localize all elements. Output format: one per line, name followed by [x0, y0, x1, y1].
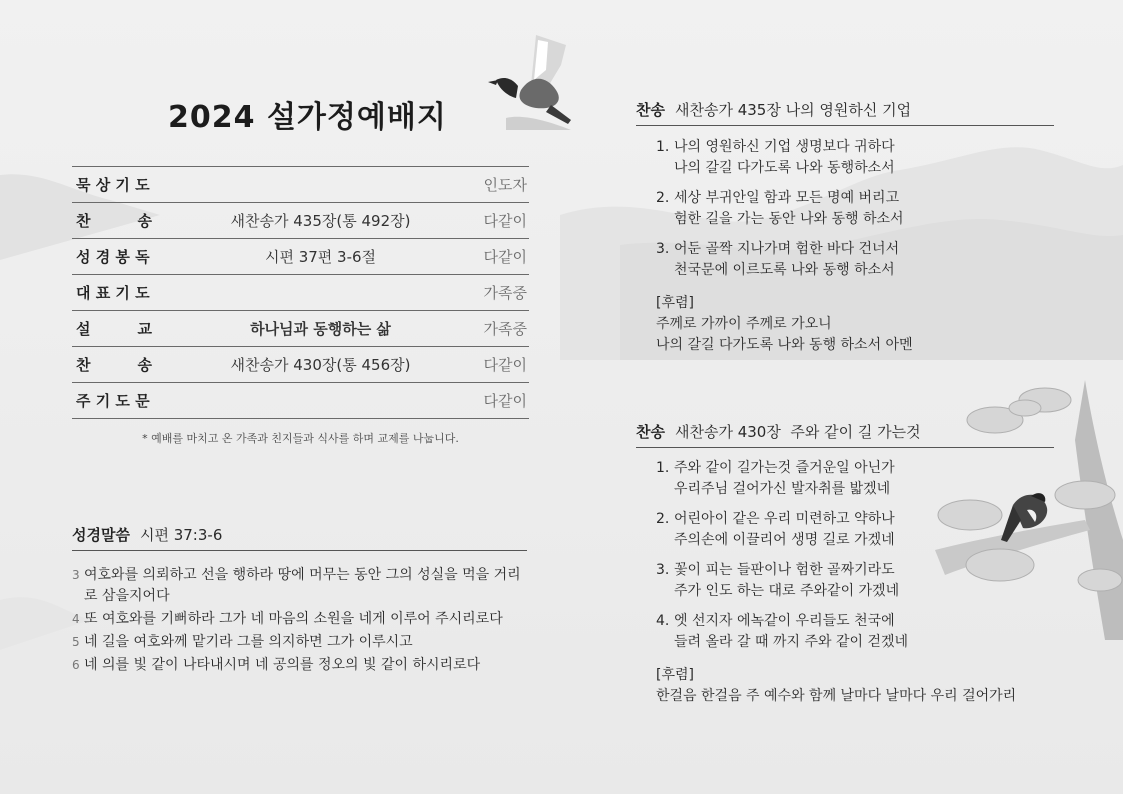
stanza: [656, 560, 1056, 602]
hymn-title: 새찬송가 430장 주와 같이 길 가는것: [674, 423, 921, 441]
order-row: [72, 382, 529, 419]
stanza-line: 나의 갈길 다가도록 나와 동행하소서: [674, 160, 895, 176]
order-item-content: 시편 37편 3-6절: [264, 248, 377, 266]
order-row: [72, 274, 529, 310]
hymn-label: 찬송: [636, 101, 665, 119]
stanza-number: 3.: [656, 562, 670, 578]
order-item-name: 주 기 도 문: [76, 392, 150, 410]
stanza-line: 우리주님 걸어가신 발자취를 밟겠네: [674, 481, 891, 497]
order-item-name: 찬 송: [76, 356, 152, 374]
chorus-line: 나의 갈길 다가도록 나와 동행 하소서 아멘: [656, 337, 913, 353]
stanza: [656, 137, 1056, 179]
order-item-leader: 가족중: [483, 320, 527, 338]
stanza-line: 천국문에 이르도록 나와 동행 하소서: [674, 262, 895, 278]
chorus-label: [후렴]: [656, 295, 694, 311]
hymn-430-lyrics: [656, 458, 1056, 707]
chorus-label: [후렴]: [656, 667, 694, 683]
order-item-content: 새찬송가 430장(통 456장): [230, 356, 411, 374]
hymn-label: 찬송: [636, 423, 665, 441]
verse-text: 또 여호와를 기뻐하라 그가 네 마음의 소원을 네게 이루어 주시리로다: [84, 611, 503, 627]
order-row: [72, 238, 529, 274]
verse-number: 4: [72, 612, 80, 626]
order-row: [72, 310, 529, 346]
stanza-line: 주의손에 이끌리어 생명 길로 가겠네: [674, 532, 895, 548]
stanza-line: 주와 같이 길가는것 즐거운일 아닌가: [674, 460, 895, 476]
order-item-leader: 다같이: [483, 392, 527, 410]
verse: [72, 565, 534, 607]
stanza-number: 4.: [656, 613, 670, 629]
stanza: [656, 509, 1056, 551]
stanza-number: 2.: [656, 190, 670, 206]
scripture-label: 성경말씀: [72, 526, 130, 544]
stanza-number: 1.: [656, 460, 670, 476]
chorus-line: 주께로 가까이 주께로 가오니: [656, 316, 832, 332]
verse: [72, 655, 534, 676]
stanza-line: 세상 부귀안일 함과 모든 명예 버리고: [674, 190, 900, 206]
stanza-line: 꽃이 피는 들판이나 험한 골짜기라도: [674, 562, 895, 578]
order-of-service: [72, 166, 529, 419]
stanza-line: 어린아이 같은 우리 미련하고 약하나: [674, 511, 895, 527]
stanza-number: 3.: [656, 241, 670, 257]
scripture-reference: 시편 37:3-6: [139, 526, 223, 544]
stanza: [656, 188, 1056, 230]
stanza-number: 1.: [656, 139, 670, 155]
order-item-leader: 다같이: [483, 356, 527, 374]
order-item-leader: 다같이: [483, 212, 527, 230]
order-item-name: 대 표 기 도: [76, 284, 150, 302]
stanza-line: 주가 인도 하는 대로 주와같이 가겠네: [674, 583, 900, 599]
order-item-name: 설 교: [76, 320, 152, 338]
verse-text: 네 의를 빛 같이 나타내시며 네 공의를 정오의 빛 같이 하시리로다: [84, 657, 481, 673]
verse-number: 6: [72, 658, 80, 672]
chorus-line: 한걸음 한걸음 주 예수와 함께 날마다 날마다 우리 걸어가리: [656, 688, 1017, 704]
stanza-line: 어둔 골짝 지나가며 험한 바다 건너서: [674, 241, 900, 257]
order-row: [72, 202, 529, 238]
page-title: 2024 설가정예배지: [168, 100, 447, 135]
order-item-leader: 인도자: [483, 176, 527, 194]
scripture-verses: [72, 565, 534, 678]
order-row: [72, 166, 529, 202]
order-item-name: 찬 송: [76, 212, 152, 230]
order-row: [72, 346, 529, 382]
verse-number: 5: [72, 635, 80, 649]
hymn-title: 새찬송가 435장 나의 영원하신 기업: [674, 101, 912, 119]
verse: [72, 632, 534, 653]
hymn-435-heading: [636, 99, 1054, 126]
stanza: [656, 239, 1056, 281]
verse-number: 3: [72, 568, 80, 582]
hymn-435-lyrics: [656, 137, 1056, 356]
verse-text: 네 길을 여호와께 맡기라 그를 의지하면 그가 이루시고: [84, 634, 413, 650]
stanza-line: 들려 올라 갈 때 까지 주와 같이 걷겠네: [674, 634, 909, 650]
order-item-name: 묵 상 기 도: [76, 176, 150, 194]
stanza-number: 2.: [656, 511, 670, 527]
stanza-line: 엣 선지자 에녹같이 우리들도 천국에: [674, 613, 895, 629]
fellowship-note: * 예배를 마치고 온 가족과 친지들과 식사를 하며 교제를 나눕니다.: [142, 432, 459, 445]
hymn-430-heading: [636, 421, 1054, 448]
magpie-icon: [476, 30, 576, 130]
stanza: [656, 611, 1056, 653]
order-item-leader: 가족중: [483, 284, 527, 302]
order-item-name: 성 경 봉 독: [76, 248, 150, 266]
order-item-leader: 다같이: [483, 248, 527, 266]
stanza-line: 나의 영원하신 기업 생명보다 귀하다: [674, 139, 895, 155]
verse-text: 여호와를 의뢰하고 선을 행하라 땅에 머무는 동안 그의 성실을 먹을 거리로 삼을지어다: [84, 567, 521, 604]
order-item-content: 새찬송가 435장(통 492장): [230, 212, 411, 230]
scripture-heading: [72, 524, 527, 551]
stanza: [656, 458, 1056, 500]
verse: [72, 609, 534, 630]
sermon-title: 하나님과 동행하는 삶: [250, 320, 391, 338]
stanza-line: 험한 길을 가는 동안 나와 동행 하소서: [674, 211, 904, 227]
